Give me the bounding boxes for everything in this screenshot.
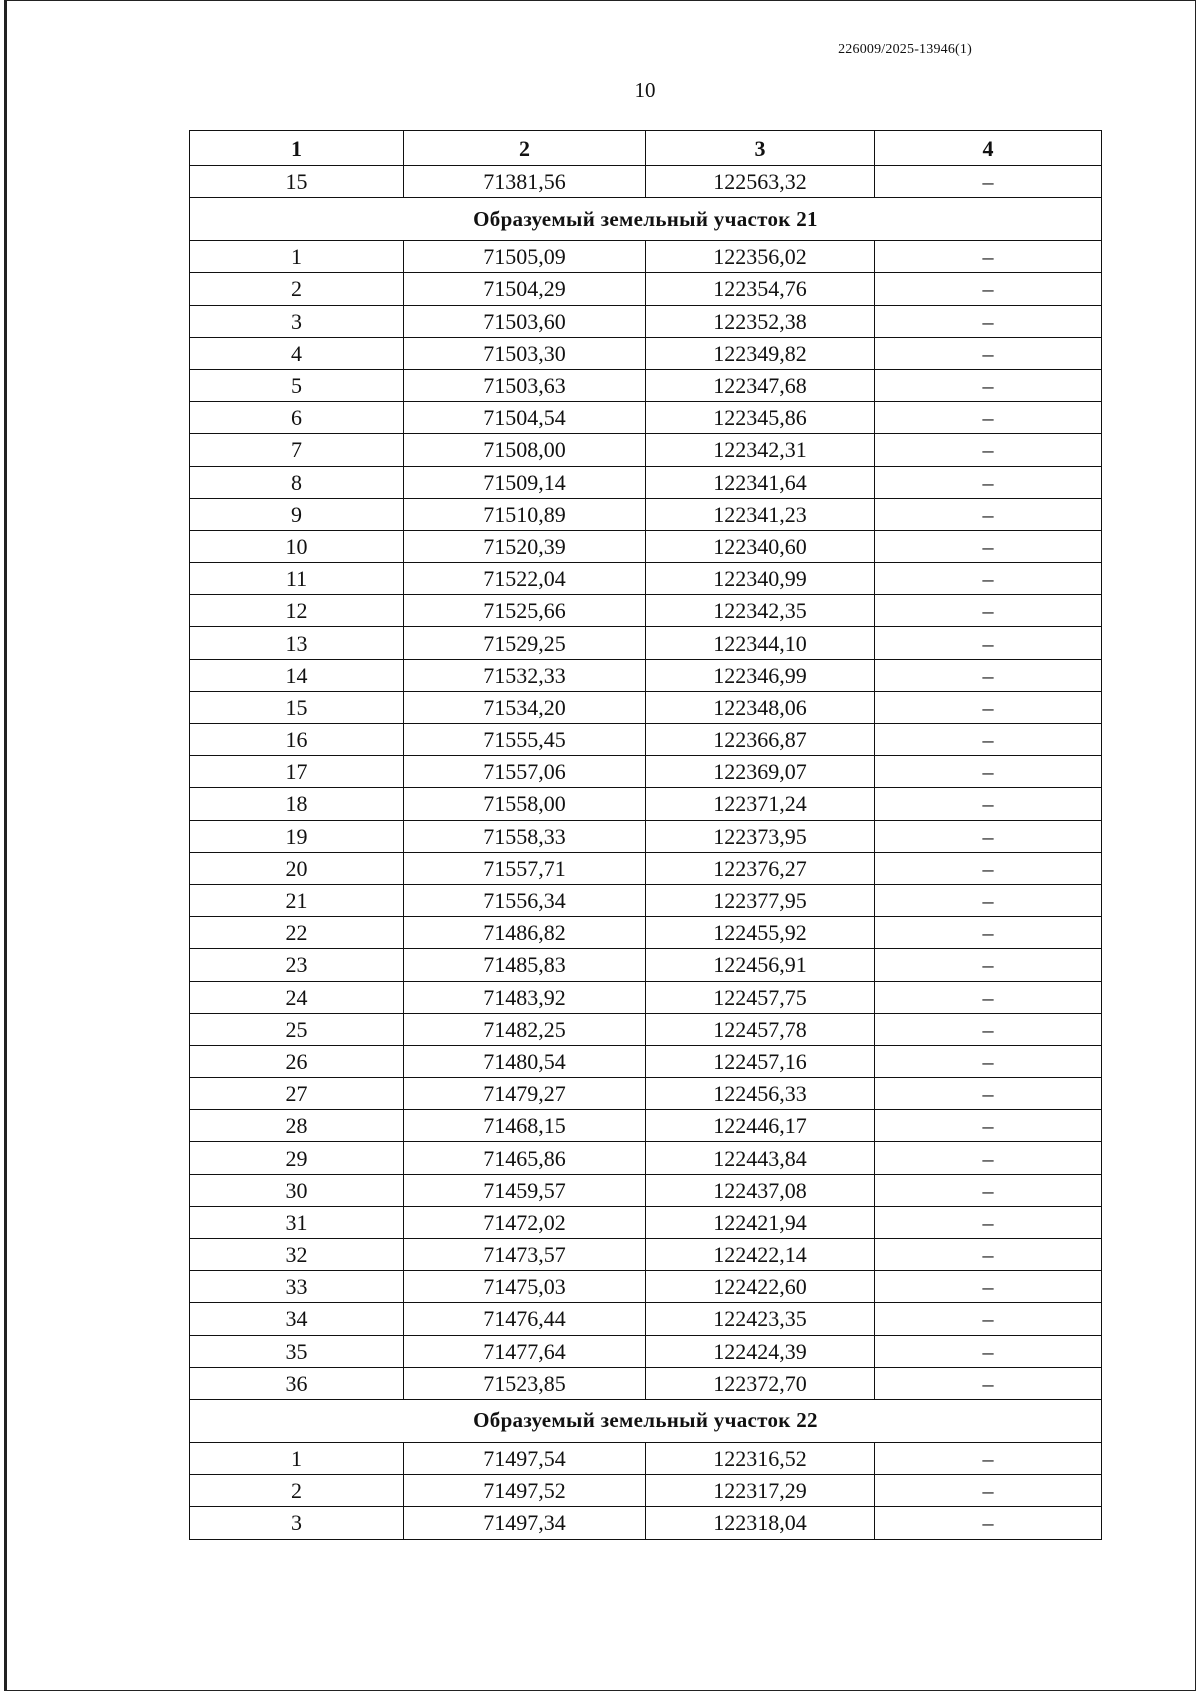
x-coordinate-cell: 71485,83 xyxy=(404,949,646,981)
note-cell: – xyxy=(875,1303,1102,1335)
note-cell: – xyxy=(875,1206,1102,1238)
table-row xyxy=(190,1507,1102,1539)
note-cell: – xyxy=(875,949,1102,981)
y-coordinate-cell: 122341,64 xyxy=(646,466,875,498)
table-row xyxy=(190,466,1102,498)
point-number-cell: 31 xyxy=(190,1206,404,1238)
y-coordinate-cell: 122342,35 xyxy=(646,595,875,627)
note-cell: – xyxy=(875,659,1102,691)
table-row xyxy=(190,788,1102,820)
x-coordinate-cell: 71497,54 xyxy=(404,1442,646,1474)
x-coordinate-cell: 71557,06 xyxy=(404,756,646,788)
x-coordinate-cell: 71510,89 xyxy=(404,498,646,530)
point-number-cell: 24 xyxy=(190,981,404,1013)
y-coordinate-cell: 122354,76 xyxy=(646,273,875,305)
x-coordinate-cell: 71522,04 xyxy=(404,563,646,595)
point-number-cell: 12 xyxy=(190,595,404,627)
point-number-cell: 36 xyxy=(190,1367,404,1399)
note-cell: – xyxy=(875,1078,1102,1110)
table-row xyxy=(190,627,1102,659)
y-coordinate-cell: 122366,87 xyxy=(646,724,875,756)
x-coordinate-cell: 71482,25 xyxy=(404,1013,646,1045)
x-coordinate-cell: 71486,82 xyxy=(404,917,646,949)
y-coordinate-cell: 122376,27 xyxy=(646,852,875,884)
note-cell: – xyxy=(875,1174,1102,1206)
point-number-cell: 21 xyxy=(190,884,404,916)
x-coordinate-cell: 71504,29 xyxy=(404,273,646,305)
point-number-cell: 17 xyxy=(190,756,404,788)
y-coordinate-cell: 122349,82 xyxy=(646,337,875,369)
x-coordinate-cell: 71477,64 xyxy=(404,1335,646,1367)
table-row xyxy=(190,981,1102,1013)
point-number-cell: 2 xyxy=(190,273,404,305)
point-number-cell: 11 xyxy=(190,563,404,595)
note-cell: – xyxy=(875,691,1102,723)
point-number-cell: 1 xyxy=(190,1442,404,1474)
note-cell: – xyxy=(875,1271,1102,1303)
x-coordinate-cell: 71503,30 xyxy=(404,337,646,369)
x-coordinate-cell: 71503,60 xyxy=(404,305,646,337)
x-coordinate-cell: 71468,15 xyxy=(404,1110,646,1142)
x-coordinate-cell: 71472,02 xyxy=(404,1206,646,1238)
table-row xyxy=(190,369,1102,401)
y-coordinate-cell: 122423,35 xyxy=(646,1303,875,1335)
point-number-cell: 5 xyxy=(190,369,404,401)
note-cell: – xyxy=(875,788,1102,820)
table-row xyxy=(190,1174,1102,1206)
point-number-cell: 14 xyxy=(190,659,404,691)
y-coordinate-cell: 122345,86 xyxy=(646,402,875,434)
section-header-row xyxy=(190,1399,1102,1442)
x-coordinate-cell: 71558,33 xyxy=(404,820,646,852)
y-coordinate-cell: 122437,08 xyxy=(646,1174,875,1206)
y-coordinate-cell: 122348,06 xyxy=(646,691,875,723)
note-cell: – xyxy=(875,434,1102,466)
x-coordinate-cell: 71520,39 xyxy=(404,530,646,562)
note-cell: – xyxy=(875,981,1102,1013)
y-coordinate-cell: 122344,10 xyxy=(646,627,875,659)
point-number-cell: 10 xyxy=(190,530,404,562)
table-row xyxy=(190,1442,1102,1474)
note-cell: – xyxy=(875,530,1102,562)
x-coordinate-cell: 71556,34 xyxy=(404,884,646,916)
x-coordinate-cell: 71473,57 xyxy=(404,1239,646,1271)
note-cell: – xyxy=(875,166,1102,198)
note-cell: – xyxy=(875,402,1102,434)
header-col-2: 2 xyxy=(404,131,646,166)
header-row xyxy=(190,131,1102,166)
y-coordinate-cell: 122563,32 xyxy=(646,166,875,198)
x-coordinate-cell: 71505,09 xyxy=(404,241,646,273)
note-cell: – xyxy=(875,563,1102,595)
y-coordinate-cell: 122369,07 xyxy=(646,756,875,788)
point-number-cell: 1 xyxy=(190,241,404,273)
note-cell: – xyxy=(875,724,1102,756)
point-number-cell: 33 xyxy=(190,1271,404,1303)
point-number-cell: 32 xyxy=(190,1239,404,1271)
table-row xyxy=(190,166,1102,198)
note-cell: – xyxy=(875,1507,1102,1539)
section-title: Образуемый земельный участок 21 xyxy=(190,198,1102,241)
note-cell: – xyxy=(875,917,1102,949)
note-cell: – xyxy=(875,595,1102,627)
table-header xyxy=(190,131,1102,166)
section-header-row xyxy=(190,198,1102,241)
table-row xyxy=(190,1239,1102,1271)
note-cell: – xyxy=(875,1239,1102,1271)
table-row xyxy=(190,563,1102,595)
y-coordinate-cell: 122377,95 xyxy=(646,884,875,916)
y-coordinate-cell: 122346,99 xyxy=(646,659,875,691)
x-coordinate-cell: 71381,56 xyxy=(404,166,646,198)
table-row xyxy=(190,1045,1102,1077)
table-row xyxy=(190,1367,1102,1399)
table-row xyxy=(190,1475,1102,1507)
x-coordinate-cell: 71555,45 xyxy=(404,724,646,756)
point-number-cell: 25 xyxy=(190,1013,404,1045)
y-coordinate-cell: 122340,60 xyxy=(646,530,875,562)
note-cell: – xyxy=(875,1013,1102,1045)
note-cell: – xyxy=(875,1335,1102,1367)
y-coordinate-cell: 122422,60 xyxy=(646,1271,875,1303)
x-coordinate-cell: 71497,34 xyxy=(404,1507,646,1539)
note-cell: – xyxy=(875,1045,1102,1077)
x-coordinate-cell: 71509,14 xyxy=(404,466,646,498)
y-coordinate-cell: 122457,16 xyxy=(646,1045,875,1077)
header-col-4: 4 xyxy=(875,131,1102,166)
note-cell: – xyxy=(875,884,1102,916)
table-row xyxy=(190,530,1102,562)
table-row xyxy=(190,595,1102,627)
note-cell: – xyxy=(875,627,1102,659)
note-cell: – xyxy=(875,369,1102,401)
point-number-cell: 20 xyxy=(190,852,404,884)
point-number-cell: 19 xyxy=(190,820,404,852)
table-row xyxy=(190,1013,1102,1045)
point-number-cell: 23 xyxy=(190,949,404,981)
x-coordinate-cell: 71465,86 xyxy=(404,1142,646,1174)
table-row xyxy=(190,659,1102,691)
point-number-cell: 27 xyxy=(190,1078,404,1110)
point-number-cell: 3 xyxy=(190,305,404,337)
y-coordinate-cell: 122455,92 xyxy=(646,917,875,949)
y-coordinate-cell: 122371,24 xyxy=(646,788,875,820)
point-number-cell: 7 xyxy=(190,434,404,466)
x-coordinate-cell: 71475,03 xyxy=(404,1271,646,1303)
y-coordinate-cell: 122316,52 xyxy=(646,1442,875,1474)
point-number-cell: 29 xyxy=(190,1142,404,1174)
note-cell: – xyxy=(875,241,1102,273)
y-coordinate-cell: 122446,17 xyxy=(646,1110,875,1142)
y-coordinate-cell: 122373,95 xyxy=(646,820,875,852)
point-number-cell: 8 xyxy=(190,466,404,498)
note-cell: – xyxy=(875,273,1102,305)
y-coordinate-cell: 122456,91 xyxy=(646,949,875,981)
table-row xyxy=(190,305,1102,337)
page-number: 10 xyxy=(634,78,656,102)
y-coordinate-cell: 122457,78 xyxy=(646,1013,875,1045)
point-number-cell: 18 xyxy=(190,788,404,820)
point-number-cell: 26 xyxy=(190,1045,404,1077)
y-coordinate-cell: 122342,31 xyxy=(646,434,875,466)
y-coordinate-cell: 122352,38 xyxy=(646,305,875,337)
table-row xyxy=(190,1303,1102,1335)
note-cell: – xyxy=(875,498,1102,530)
x-coordinate-cell: 71497,52 xyxy=(404,1475,646,1507)
point-number-cell: 6 xyxy=(190,402,404,434)
coordinates-table xyxy=(189,130,1102,1540)
table-row xyxy=(190,498,1102,530)
x-coordinate-cell: 71476,44 xyxy=(404,1303,646,1335)
x-coordinate-cell: 71508,00 xyxy=(404,434,646,466)
table-row xyxy=(190,1271,1102,1303)
y-coordinate-cell: 122372,70 xyxy=(646,1367,875,1399)
x-coordinate-cell: 71557,71 xyxy=(404,852,646,884)
note-cell: – xyxy=(875,1142,1102,1174)
y-coordinate-cell: 122356,02 xyxy=(646,241,875,273)
y-coordinate-cell: 122422,14 xyxy=(646,1239,875,1271)
x-coordinate-cell: 71532,33 xyxy=(404,659,646,691)
table-row xyxy=(190,241,1102,273)
y-coordinate-cell: 122457,75 xyxy=(646,981,875,1013)
note-cell: – xyxy=(875,337,1102,369)
table-row xyxy=(190,273,1102,305)
point-number-cell: 9 xyxy=(190,498,404,530)
y-coordinate-cell: 122443,84 xyxy=(646,1142,875,1174)
y-coordinate-cell: 122456,33 xyxy=(646,1078,875,1110)
table-row xyxy=(190,1078,1102,1110)
x-coordinate-cell: 71503,63 xyxy=(404,369,646,401)
table-row xyxy=(190,402,1102,434)
table-row xyxy=(190,852,1102,884)
table-row xyxy=(190,1335,1102,1367)
note-cell: – xyxy=(875,852,1102,884)
table-row xyxy=(190,1142,1102,1174)
table-row xyxy=(190,917,1102,949)
x-coordinate-cell: 71483,92 xyxy=(404,981,646,1013)
x-coordinate-cell: 71459,57 xyxy=(404,1174,646,1206)
y-coordinate-cell: 122424,39 xyxy=(646,1335,875,1367)
header-col-3: 3 xyxy=(646,131,875,166)
y-coordinate-cell: 122347,68 xyxy=(646,369,875,401)
table-row xyxy=(190,1206,1102,1238)
x-coordinate-cell: 71504,54 xyxy=(404,402,646,434)
y-coordinate-cell: 122341,23 xyxy=(646,498,875,530)
x-coordinate-cell: 71525,66 xyxy=(404,595,646,627)
point-number-cell: 15 xyxy=(190,691,404,723)
table-row xyxy=(190,1110,1102,1142)
x-coordinate-cell: 71479,27 xyxy=(404,1078,646,1110)
y-coordinate-cell: 122318,04 xyxy=(646,1507,875,1539)
point-number-cell: 3 xyxy=(190,1507,404,1539)
point-number-cell: 16 xyxy=(190,724,404,756)
y-coordinate-cell: 122317,29 xyxy=(646,1475,875,1507)
note-cell: – xyxy=(875,1367,1102,1399)
section-title: Образуемый земельный участок 22 xyxy=(190,1399,1102,1442)
y-coordinate-cell: 122340,99 xyxy=(646,563,875,595)
point-number-cell: 13 xyxy=(190,627,404,659)
x-coordinate-cell: 71558,00 xyxy=(404,788,646,820)
table-row xyxy=(190,820,1102,852)
note-cell: – xyxy=(875,756,1102,788)
point-number-cell: 35 xyxy=(190,1335,404,1367)
point-number-cell: 30 xyxy=(190,1174,404,1206)
y-coordinate-cell: 122421,94 xyxy=(646,1206,875,1238)
note-cell: – xyxy=(875,1110,1102,1142)
point-number-cell: 15 xyxy=(190,166,404,198)
x-coordinate-cell: 71534,20 xyxy=(404,691,646,723)
note-cell: – xyxy=(875,1475,1102,1507)
header-col-1: 1 xyxy=(190,131,404,166)
table-body xyxy=(190,166,1102,1540)
table-row xyxy=(190,884,1102,916)
point-number-cell: 34 xyxy=(190,1303,404,1335)
x-coordinate-cell: 71480,54 xyxy=(404,1045,646,1077)
table-row xyxy=(190,434,1102,466)
table-row xyxy=(190,949,1102,981)
point-number-cell: 22 xyxy=(190,917,404,949)
point-number-cell: 2 xyxy=(190,1475,404,1507)
point-number-cell: 4 xyxy=(190,337,404,369)
table-row xyxy=(190,756,1102,788)
note-cell: – xyxy=(875,466,1102,498)
point-number-cell: 28 xyxy=(190,1110,404,1142)
document-reference-number: 226009/2025-13946(1) xyxy=(838,42,972,57)
table-row xyxy=(190,691,1102,723)
note-cell: – xyxy=(875,1442,1102,1474)
table-row xyxy=(190,724,1102,756)
note-cell: – xyxy=(875,820,1102,852)
x-coordinate-cell: 71529,25 xyxy=(404,627,646,659)
x-coordinate-cell: 71523,85 xyxy=(404,1367,646,1399)
table-row xyxy=(190,337,1102,369)
note-cell: – xyxy=(875,305,1102,337)
